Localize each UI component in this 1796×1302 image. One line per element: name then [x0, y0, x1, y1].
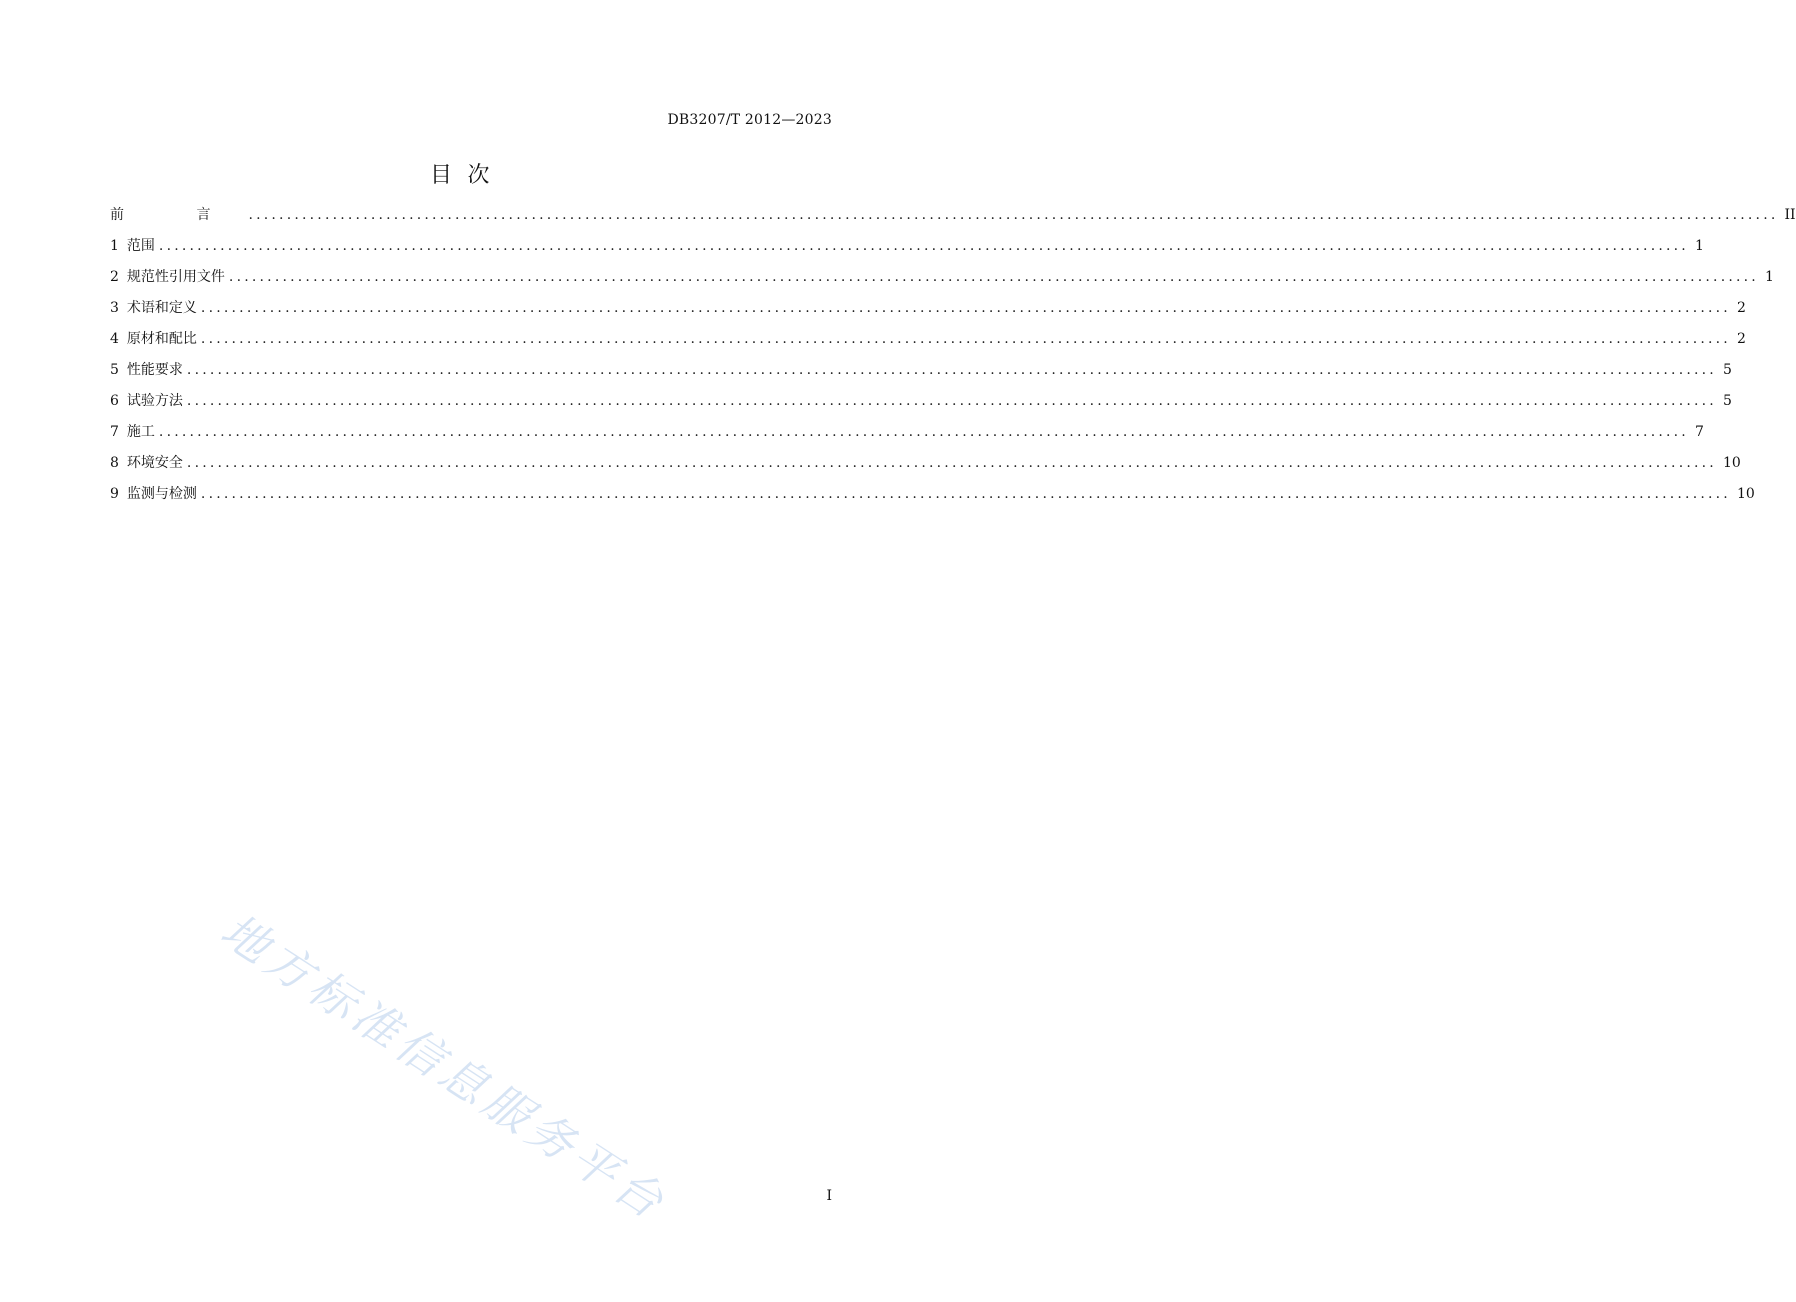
toc-item-label: 监测与检测 [126, 486, 197, 502]
toc-item-page: 2 [1736, 300, 1746, 316]
toc-item-label: 性能要求 [126, 362, 183, 378]
toc-item-scope[interactable] [110, 235, 1704, 266]
toc-leader-dots: ........................................................................................................................................................................................................ [158, 238, 1689, 254]
toc-item-number: 7 [110, 424, 119, 440]
toc-leader-dots: ........................................................................................................................................................................................................ [200, 331, 1731, 347]
table-of-contents [110, 204, 1796, 514]
toc-item-number: 9 [110, 486, 119, 502]
toc-item-test-methods[interactable] [110, 390, 1732, 421]
toc-title: 目 次 [430, 163, 490, 188]
toc-item-label: 前 言 [110, 207, 245, 223]
toc-item-page: 5 [1722, 393, 1732, 409]
toc-item-number: 3 [110, 300, 119, 316]
toc-leader-dots: ........................................................................................................................................................................................................ [248, 207, 1779, 223]
toc-item-label: 规范性引用文件 [126, 269, 225, 285]
toc-leader-dots: ........................................................................................................................................................................................................ [186, 362, 1717, 378]
toc-item-number: 6 [110, 393, 119, 409]
toc-item-monitoring-testing[interactable] [110, 483, 1755, 514]
document-code: DB3207/T 2012—2023 [667, 112, 832, 128]
toc-item-number: 1 [110, 238, 119, 254]
toc-item-label: 试验方法 [126, 393, 183, 409]
toc-item-page: II [1784, 207, 1796, 223]
toc-item-page: 5 [1722, 362, 1732, 378]
toc-item-page: 10 [1736, 486, 1755, 502]
toc-item-number: 8 [110, 455, 119, 471]
toc-item-environmental-safety[interactable] [110, 452, 1741, 483]
toc-item-label: 施工 [126, 424, 155, 440]
toc-item-page: 2 [1736, 331, 1746, 347]
toc-item-terms-definitions[interactable] [110, 297, 1746, 328]
toc-item-construction[interactable] [110, 421, 1704, 452]
toc-item-label: 范围 [126, 238, 155, 254]
toc-item-number: 2 [110, 269, 119, 285]
toc-item-performance[interactable] [110, 359, 1732, 390]
toc-item-page: 1 [1694, 238, 1704, 254]
toc-leader-dots: ........................................................................................................................................................................................................ [200, 300, 1731, 316]
toc-item-page: 10 [1722, 455, 1741, 471]
toc-item-number: 4 [110, 331, 119, 347]
toc-item-page: 7 [1694, 424, 1704, 440]
toc-leader-dots: ........................................................................................................................................................................................................ [158, 424, 1689, 440]
toc-leader-dots: ........................................................................................................................................................................................................ [186, 393, 1717, 409]
watermark-text: 地方标准信息服务平台 [211, 902, 678, 1232]
toc-item-normative-references[interactable] [110, 266, 1774, 297]
toc-item-label: 环境安全 [126, 455, 183, 471]
toc-leader-dots: ........................................................................................................................................................................................................ [200, 486, 1731, 502]
page-number: I [826, 1188, 832, 1204]
toc-item-materials-mix[interactable] [110, 328, 1746, 359]
toc-item-page: 1 [1764, 269, 1774, 285]
toc-item-label: 原材和配比 [126, 331, 197, 347]
toc-item-number: 5 [110, 362, 119, 378]
toc-item-label: 术语和定义 [126, 300, 197, 316]
toc-leader-dots: ........................................................................................................................................................................................................ [186, 455, 1717, 471]
toc-leader-dots: ........................................................................................................................................................................................................ [228, 269, 1759, 285]
toc-item-foreword[interactable] [110, 204, 1796, 235]
